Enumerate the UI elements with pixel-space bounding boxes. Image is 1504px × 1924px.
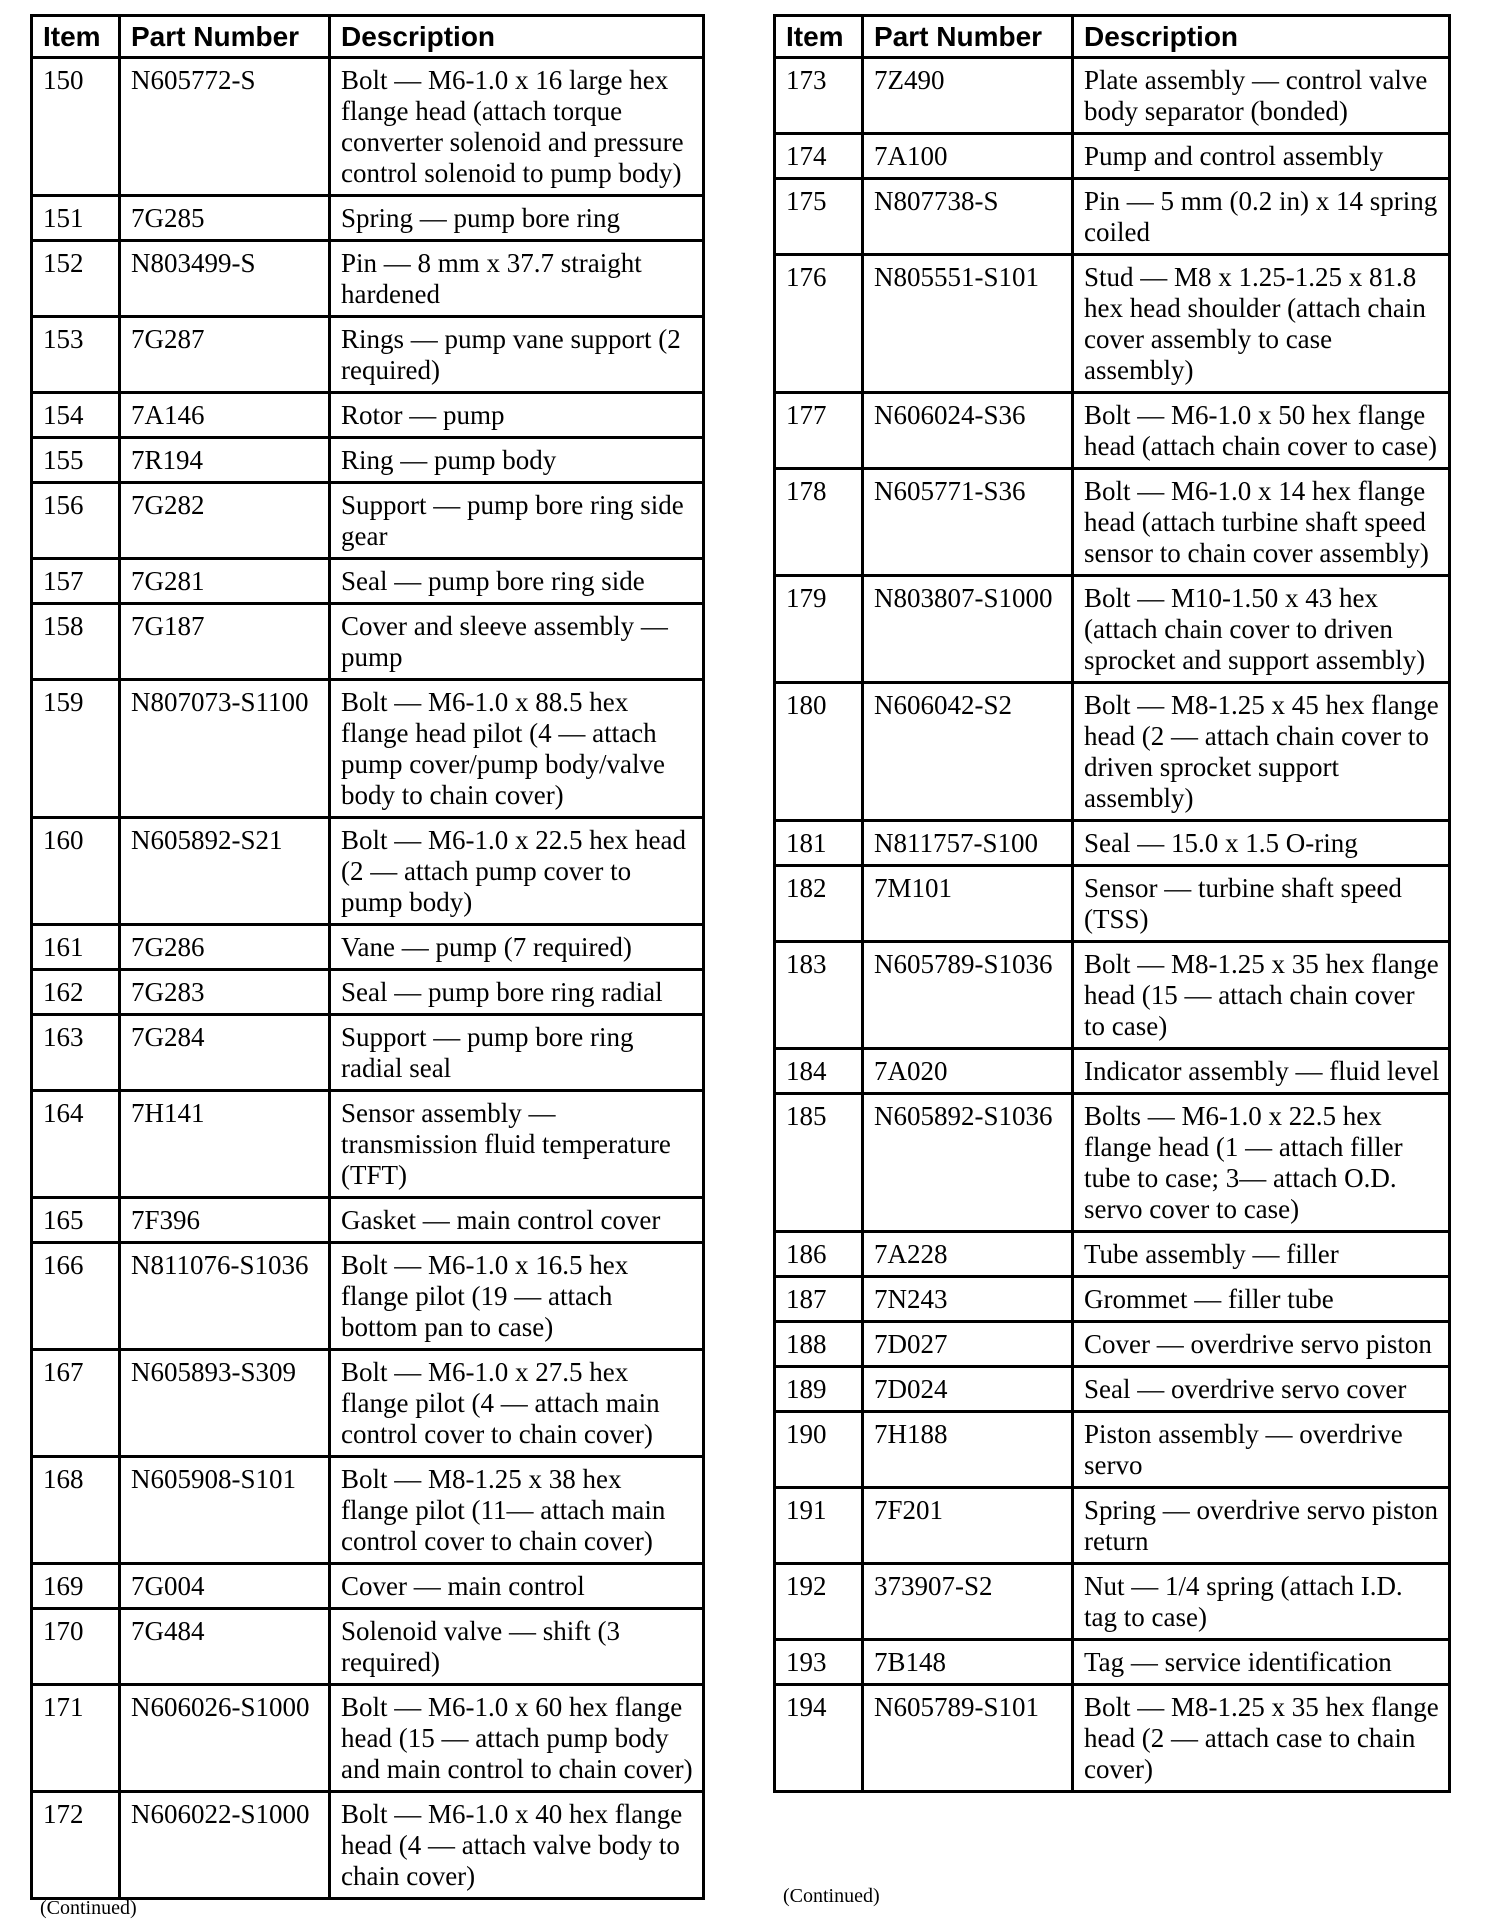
item-cell: 193 <box>775 1640 863 1685</box>
part-number-cell: N605892-S21 <box>120 818 330 925</box>
description-column-header: Description <box>330 16 704 58</box>
part-number-cell: 7A100 <box>863 134 1073 179</box>
part-number-cell: N606042-S2 <box>863 683 1073 821</box>
table-row <box>775 393 1450 469</box>
part-number-cell: 7A228 <box>863 1232 1073 1277</box>
item-cell: 166 <box>32 1243 120 1350</box>
description-column-header: Description <box>1073 16 1450 58</box>
item-cell: 192 <box>775 1564 863 1640</box>
item-cell: 182 <box>775 866 863 942</box>
table-row <box>775 1685 1450 1792</box>
description-cell: Seal — 15.0 x 1.5 O-ring <box>1073 821 1450 866</box>
item-cell: 185 <box>775 1094 863 1232</box>
description-cell: Indicator assembly — fluid level <box>1073 1049 1450 1094</box>
description-cell: Bolt — M8-1.25 x 38 hex flange pilot (11— attach main control cover to chain cover) <box>330 1457 704 1564</box>
part-number-cell: 7N243 <box>863 1277 1073 1322</box>
part-number-cell: 7M101 <box>863 866 1073 942</box>
item-cell: 189 <box>775 1367 863 1412</box>
part-number-cell: N803499-S <box>120 241 330 317</box>
part-number-cell: 7G281 <box>120 559 330 604</box>
description-cell: Seal — pump bore ring side <box>330 559 704 604</box>
item-cell: 172 <box>32 1792 120 1899</box>
item-cell: 154 <box>32 393 120 438</box>
table-row <box>32 1457 704 1564</box>
part-number-cell: N807073-S1100 <box>120 680 330 818</box>
description-cell: Bolt — M8-1.25 x 35 hex flange head (2 — attach case to chain cover) <box>1073 1685 1450 1792</box>
table-row <box>775 1488 1450 1564</box>
part-number-cell: N605772-S <box>120 58 330 196</box>
part-number-cell: 7F396 <box>120 1198 330 1243</box>
description-cell: Stud — M8 x 1.25-1.25 x 81.8 hex head shoulder (attach chain cover assembly to case assembly) <box>1073 255 1450 393</box>
description-cell: Nut — 1/4 spring (attach I.D. tag to case) <box>1073 1564 1450 1640</box>
table-row <box>32 1564 704 1609</box>
description-cell: Bolt — M6-1.0 x 40 hex flange head (4 — attach valve body to chain cover) <box>330 1792 704 1899</box>
part-number-cell: N606024-S36 <box>863 393 1073 469</box>
table-row <box>32 1243 704 1350</box>
description-cell: Rings — pump vane support (2 required) <box>330 317 704 393</box>
part-number-cell: 7H141 <box>120 1091 330 1198</box>
table-row <box>32 1350 704 1457</box>
item-cell: 153 <box>32 317 120 393</box>
table-row <box>775 821 1450 866</box>
part-number-cell: N805551-S101 <box>863 255 1073 393</box>
item-cell: 184 <box>775 1049 863 1094</box>
part-number-cell: 7D027 <box>863 1322 1073 1367</box>
table-row <box>775 1094 1450 1232</box>
description-cell: Bolt — M6-1.0 x 14 hex flange head (attach turbine shaft speed sensor to chain cover assembly) <box>1073 469 1450 576</box>
table-row <box>32 438 704 483</box>
part-number-cell: 7G187 <box>120 604 330 680</box>
table-row <box>32 1015 704 1091</box>
table-row <box>775 942 1450 1049</box>
item-cell: 168 <box>32 1457 120 1564</box>
part-number-cell: N811757-S100 <box>863 821 1073 866</box>
table-row <box>32 1609 704 1685</box>
item-cell: 191 <box>775 1488 863 1564</box>
item-cell: 152 <box>32 241 120 317</box>
item-cell: 171 <box>32 1685 120 1792</box>
part-number-cell: N811076-S1036 <box>120 1243 330 1350</box>
item-cell: 157 <box>32 559 120 604</box>
table-row <box>32 1685 704 1792</box>
part-number-cell: 7B148 <box>863 1640 1073 1685</box>
table-row <box>32 58 704 196</box>
description-cell: Tube assembly — filler <box>1073 1232 1450 1277</box>
item-cell: 163 <box>32 1015 120 1091</box>
item-cell: 179 <box>775 576 863 683</box>
part-number-cell: 7H188 <box>863 1412 1073 1488</box>
description-cell: Spring — overdrive servo piston return <box>1073 1488 1450 1564</box>
item-cell: 151 <box>32 196 120 241</box>
item-cell: 183 <box>775 942 863 1049</box>
description-cell: Plate assembly — control valve body separator (bonded) <box>1073 58 1450 134</box>
item-cell: 162 <box>32 970 120 1015</box>
table-row <box>775 1412 1450 1488</box>
item-cell: 161 <box>32 925 120 970</box>
item-cell: 190 <box>775 1412 863 1488</box>
table-row <box>32 925 704 970</box>
item-cell: 150 <box>32 58 120 196</box>
part-number-cell: 7G004 <box>120 1564 330 1609</box>
item-cell: 177 <box>775 393 863 469</box>
table-row <box>775 255 1450 393</box>
table-row <box>32 1198 704 1243</box>
table-header-row <box>32 16 704 58</box>
part-number-cell: N803807-S1000 <box>863 576 1073 683</box>
table-row <box>32 241 704 317</box>
table-row <box>775 1049 1450 1094</box>
table-row <box>32 317 704 393</box>
description-cell: Sensor assembly — transmission fluid temperature (TFT) <box>330 1091 704 1198</box>
item-cell: 164 <box>32 1091 120 1198</box>
table-row <box>32 818 704 925</box>
description-cell: Vane — pump (7 required) <box>330 925 704 970</box>
part-number-column-header: Part Number <box>120 16 330 58</box>
description-cell: Bolt — M10-1.50 x 43 hex (attach chain cover to driven sprocket and support assembly) <box>1073 576 1450 683</box>
continued-note: (Continued) <box>40 1897 137 1919</box>
table-row <box>32 559 704 604</box>
item-column-header: Item <box>32 16 120 58</box>
part-number-cell: 373907-S2 <box>863 1564 1073 1640</box>
table-row <box>775 866 1450 942</box>
table-row <box>32 1792 704 1899</box>
part-number-cell: N606026-S1000 <box>120 1685 330 1792</box>
description-cell: Bolt — M6-1.0 x 50 hex flange head (attach chain cover to case) <box>1073 393 1450 469</box>
table-row <box>775 1564 1450 1640</box>
item-cell: 167 <box>32 1350 120 1457</box>
part-number-column-header: Part Number <box>863 16 1073 58</box>
description-cell: Seal — overdrive servo cover <box>1073 1367 1450 1412</box>
description-cell: Bolt — M6-1.0 x 60 hex flange head (15 — attach pump body and main control to chain cover) <box>330 1685 704 1792</box>
item-cell: 174 <box>775 134 863 179</box>
table-row <box>32 1091 704 1198</box>
description-cell: Gasket — main control cover <box>330 1198 704 1243</box>
item-cell: 169 <box>32 1564 120 1609</box>
part-number-cell: N605789-S101 <box>863 1685 1073 1792</box>
item-cell: 170 <box>32 1609 120 1685</box>
description-cell: Tag — service identification <box>1073 1640 1450 1685</box>
item-cell: 160 <box>32 818 120 925</box>
description-cell: Bolt — M8-1.25 x 35 hex flange head (15 — attach chain cover to case) <box>1073 942 1450 1049</box>
table-row <box>32 393 704 438</box>
item-cell: 156 <box>32 483 120 559</box>
part-number-cell: 7A020 <box>863 1049 1073 1094</box>
description-cell: Cover — overdrive servo piston <box>1073 1322 1450 1367</box>
part-number-cell: 7A146 <box>120 393 330 438</box>
item-cell: 165 <box>32 1198 120 1243</box>
part-number-cell: 7F201 <box>863 1488 1073 1564</box>
part-number-cell: N605771-S36 <box>863 469 1073 576</box>
item-cell: 186 <box>775 1232 863 1277</box>
table-row <box>775 58 1450 134</box>
table-row <box>775 179 1450 255</box>
description-cell: Support — pump bore ring radial seal <box>330 1015 704 1091</box>
description-cell: Sensor — turbine shaft speed (TSS) <box>1073 866 1450 942</box>
table-row <box>775 1640 1450 1685</box>
part-number-cell: 7G283 <box>120 970 330 1015</box>
item-cell: 180 <box>775 683 863 821</box>
part-number-cell: 7D024 <box>863 1367 1073 1412</box>
part-number-cell: 7G286 <box>120 925 330 970</box>
table-row <box>32 483 704 559</box>
description-cell: Rotor — pump <box>330 393 704 438</box>
description-cell: Piston assembly — overdrive servo <box>1073 1412 1450 1488</box>
table-row <box>775 1367 1450 1412</box>
part-number-cell: N605893-S309 <box>120 1350 330 1457</box>
description-cell: Bolts — M6-1.0 x 22.5 hex flange head (1 — attach filler tube to case; 3— attach O.D. servo cover to case) <box>1073 1094 1450 1232</box>
description-cell: Solenoid valve — shift (3 required) <box>330 1609 704 1685</box>
description-cell: Bolt — M8-1.25 x 45 hex flange head (2 — attach chain cover to driven sprocket support assembly) <box>1073 683 1450 821</box>
part-number-cell: N605789-S1036 <box>863 942 1073 1049</box>
table-row <box>32 196 704 241</box>
part-number-cell: N606022-S1000 <box>120 1792 330 1899</box>
table-row <box>775 469 1450 576</box>
table-row <box>775 1232 1450 1277</box>
item-column-header: Item <box>775 16 863 58</box>
item-cell: 176 <box>775 255 863 393</box>
table-row <box>775 1322 1450 1367</box>
description-cell: Pin — 5 mm (0.2 in) x 14 spring coiled <box>1073 179 1450 255</box>
parts-table-right <box>773 14 1451 1793</box>
table-row <box>32 970 704 1015</box>
item-cell: 175 <box>775 179 863 255</box>
part-number-cell: N807738-S <box>863 179 1073 255</box>
description-cell: Ring — pump body <box>330 438 704 483</box>
table-row <box>32 604 704 680</box>
description-cell: Seal — pump bore ring radial <box>330 970 704 1015</box>
item-cell: 188 <box>775 1322 863 1367</box>
item-cell: 158 <box>32 604 120 680</box>
item-cell: 155 <box>32 438 120 483</box>
description-cell: Spring — pump bore ring <box>330 196 704 241</box>
description-cell: Bolt — M6-1.0 x 16 large hex flange head (attach torque converter solenoid and pressure control solenoid to pump body) <box>330 58 704 196</box>
item-cell: 187 <box>775 1277 863 1322</box>
description-cell: Bolt — M6-1.0 x 22.5 hex head (2 — attach pump cover to pump body) <box>330 818 704 925</box>
part-number-cell: 7G284 <box>120 1015 330 1091</box>
part-number-cell: 7Z490 <box>863 58 1073 134</box>
part-number-cell: N605892-S1036 <box>863 1094 1073 1232</box>
table-row <box>32 680 704 818</box>
table-row <box>775 134 1450 179</box>
table-header-row <box>775 16 1450 58</box>
description-cell: Cover — main control <box>330 1564 704 1609</box>
item-cell: 159 <box>32 680 120 818</box>
table-row <box>775 1277 1450 1322</box>
description-cell: Pin — 8 mm x 37.7 straight hardened <box>330 241 704 317</box>
description-cell: Bolt — M6-1.0 x 16.5 hex flange pilot (19 — attach bottom pan to case) <box>330 1243 704 1350</box>
part-number-cell: 7G285 <box>120 196 330 241</box>
item-cell: 173 <box>775 58 863 134</box>
item-cell: 181 <box>775 821 863 866</box>
table-row <box>775 576 1450 683</box>
part-number-cell: 7G484 <box>120 1609 330 1685</box>
part-number-cell: 7G287 <box>120 317 330 393</box>
description-cell: Bolt — M6-1.0 x 88.5 hex flange head pilot (4 — attach pump cover/pump body/valve body to chain cover) <box>330 680 704 818</box>
parts-table-left <box>30 14 705 1900</box>
part-number-cell: N605908-S101 <box>120 1457 330 1564</box>
part-number-cell: 7G282 <box>120 483 330 559</box>
item-cell: 194 <box>775 1685 863 1792</box>
part-number-cell: 7R194 <box>120 438 330 483</box>
item-cell: 178 <box>775 469 863 576</box>
description-cell: Support — pump bore ring side gear <box>330 483 704 559</box>
description-cell: Pump and control assembly <box>1073 134 1450 179</box>
description-cell: Cover and sleeve assembly — pump <box>330 604 704 680</box>
description-cell: Bolt — M6-1.0 x 27.5 hex flange pilot (4 — attach main control cover to chain cover) <box>330 1350 704 1457</box>
table-row <box>775 683 1450 821</box>
description-cell: Grommet — filler tube <box>1073 1277 1450 1322</box>
continued-note: (Continued) <box>783 1885 880 1907</box>
